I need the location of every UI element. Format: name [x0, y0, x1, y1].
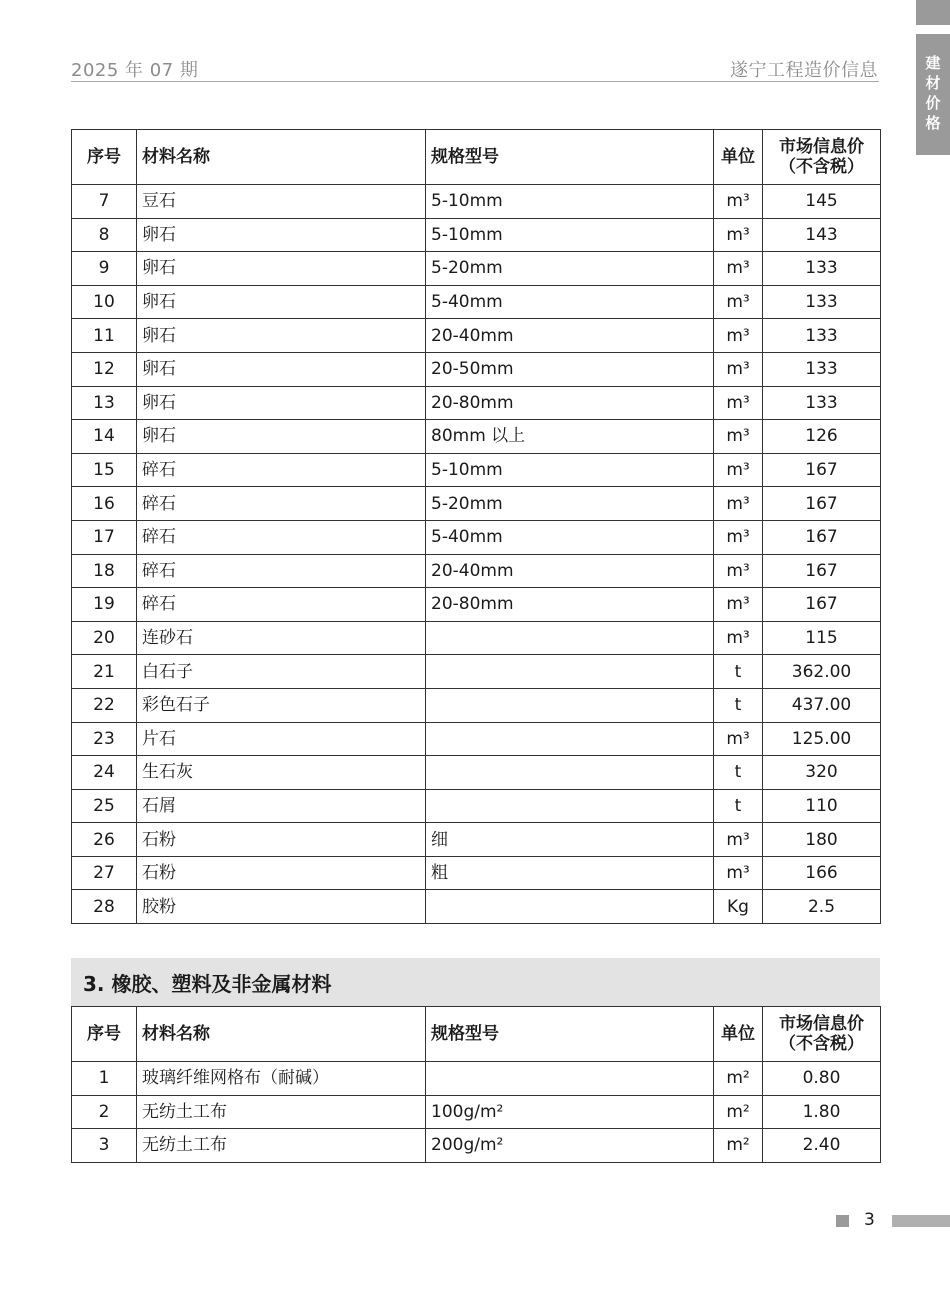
cell-name: 卵石: [137, 252, 426, 286]
cell-spec: [426, 756, 714, 790]
header-no: 序号: [72, 1007, 137, 1062]
cell-spec: [426, 655, 714, 689]
cell-name: 卵石: [137, 218, 426, 252]
cell-price: 166: [763, 856, 881, 890]
table-row: [72, 386, 881, 420]
cell-unit: t: [714, 789, 763, 823]
materials-table-2: [71, 1006, 881, 1163]
cell-no: 1: [72, 1062, 137, 1096]
table-row: [72, 823, 881, 857]
cell-spec: [426, 621, 714, 655]
cell-unit: m³: [714, 554, 763, 588]
cell-name: 石屑: [137, 789, 426, 823]
cell-price: 2.5: [763, 890, 881, 924]
cell-price: 1.80: [763, 1095, 881, 1129]
cell-spec: 5-10mm: [426, 453, 714, 487]
cell-unit: m³: [714, 453, 763, 487]
table-row: [72, 688, 881, 722]
cell-spec: 20-80mm: [426, 588, 714, 622]
cell-no: 12: [72, 352, 137, 386]
table-row: [72, 352, 881, 386]
cell-unit: m²: [714, 1129, 763, 1163]
cell-no: 15: [72, 453, 137, 487]
table-header-row: [72, 1007, 881, 1062]
cell-price: 133: [763, 252, 881, 286]
cell-spec: 20-50mm: [426, 352, 714, 386]
cell-spec: 5-10mm: [426, 185, 714, 219]
cell-name: 碎石: [137, 487, 426, 521]
cell-price: 437.00: [763, 688, 881, 722]
table-row: [72, 621, 881, 655]
cell-spec: [426, 722, 714, 756]
cell-unit: m²: [714, 1062, 763, 1096]
cell-spec: 5-20mm: [426, 252, 714, 286]
table-row: [72, 655, 881, 689]
cell-price: 320: [763, 756, 881, 790]
side-tab-label: 建材价格: [916, 34, 950, 155]
cell-price: 167: [763, 588, 881, 622]
cell-spec: 5-40mm: [426, 520, 714, 554]
table-row: [72, 890, 881, 924]
cell-unit: t: [714, 756, 763, 790]
cell-no: 19: [72, 588, 137, 622]
cell-price: 110: [763, 789, 881, 823]
cell-price: 2.40: [763, 1129, 881, 1163]
table-row: [72, 319, 881, 353]
table-row: [72, 285, 881, 319]
cell-price: 362.00: [763, 655, 881, 689]
cell-price: 0.80: [763, 1062, 881, 1096]
table-row: [72, 453, 881, 487]
cell-no: 13: [72, 386, 137, 420]
cell-name: 卵石: [137, 319, 426, 353]
cell-name: 卵石: [137, 352, 426, 386]
cell-price: 133: [763, 319, 881, 353]
cell-name: 生石灰: [137, 756, 426, 790]
cell-no: 18: [72, 554, 137, 588]
cell-no: 11: [72, 319, 137, 353]
cell-name: 胶粉: [137, 890, 426, 924]
header-spec: 规格型号: [426, 1007, 714, 1062]
section-heading: 3. 橡胶、塑料及非金属材料: [71, 958, 880, 1006]
cell-spec: 5-20mm: [426, 487, 714, 521]
cell-price: 167: [763, 487, 881, 521]
cell-name: 彩色石子: [137, 688, 426, 722]
cell-spec: 20-40mm: [426, 554, 714, 588]
header-unit: 单位: [714, 130, 763, 185]
cell-name: 碎石: [137, 520, 426, 554]
publication-title: 遂宁工程造价信息: [730, 60, 878, 81]
cell-unit: m³: [714, 856, 763, 890]
table-row: [72, 722, 881, 756]
side-tab-top-block: [916, 0, 950, 25]
cell-no: 14: [72, 420, 137, 454]
cell-unit: m³: [714, 218, 763, 252]
cell-name: 片石: [137, 722, 426, 756]
cell-unit: m³: [714, 823, 763, 857]
cell-unit: t: [714, 655, 763, 689]
cell-no: 17: [72, 520, 137, 554]
cell-unit: m³: [714, 352, 763, 386]
cell-no: 3: [72, 1129, 137, 1163]
cell-name: 无纺土工布: [137, 1129, 426, 1163]
cell-name: 碎石: [137, 554, 426, 588]
table-row: [72, 789, 881, 823]
cell-no: 16: [72, 487, 137, 521]
header-divider: [71, 81, 879, 82]
header-name: 材料名称: [137, 1007, 426, 1062]
footer-square: [836, 1215, 849, 1227]
cell-unit: m³: [714, 420, 763, 454]
cell-spec: [426, 890, 714, 924]
cell-price: 126: [763, 420, 881, 454]
cell-name: 无纺土工布: [137, 1095, 426, 1129]
cell-no: 24: [72, 756, 137, 790]
cell-price: 125.00: [763, 722, 881, 756]
cell-no: 28: [72, 890, 137, 924]
cell-spec: 200g/m²: [426, 1129, 714, 1163]
cell-name: 豆石: [137, 185, 426, 219]
cell-name: 卵石: [137, 285, 426, 319]
table-row: [72, 1129, 881, 1163]
cell-unit: m³: [714, 319, 763, 353]
cell-price: 180: [763, 823, 881, 857]
cell-price: 167: [763, 520, 881, 554]
cell-price: 133: [763, 386, 881, 420]
cell-name: 石粉: [137, 856, 426, 890]
cell-no: 20: [72, 621, 137, 655]
header-name: 材料名称: [137, 130, 426, 185]
cell-name: 碎石: [137, 453, 426, 487]
cell-spec: 80mm 以上: [426, 420, 714, 454]
cell-unit: Kg: [714, 890, 763, 924]
header-spec: 规格型号: [426, 130, 714, 185]
cell-unit: m³: [714, 621, 763, 655]
cell-unit: m³: [714, 386, 763, 420]
cell-no: 21: [72, 655, 137, 689]
cell-name: 连砂石: [137, 621, 426, 655]
table-row: [72, 487, 881, 521]
table-row: [72, 185, 881, 219]
table-row: [72, 588, 881, 622]
table-header-row: [72, 130, 881, 185]
header-price: 市场信息价（不含税）: [763, 130, 881, 185]
cell-unit: m²: [714, 1095, 763, 1129]
cell-unit: t: [714, 688, 763, 722]
cell-name: 石粉: [137, 823, 426, 857]
cell-spec: [426, 1062, 714, 1096]
cell-no: 8: [72, 218, 137, 252]
header-unit: 单位: [714, 1007, 763, 1062]
cell-spec: 粗: [426, 856, 714, 890]
cell-name: 白石子: [137, 655, 426, 689]
cell-name: 卵石: [137, 420, 426, 454]
table-row: [72, 520, 881, 554]
cell-no: 7: [72, 185, 137, 219]
page-number: 3: [864, 1210, 875, 1230]
cell-price: 167: [763, 453, 881, 487]
header-no: 序号: [72, 130, 137, 185]
cell-spec: 5-40mm: [426, 285, 714, 319]
footer-bar: [892, 1215, 950, 1227]
table-row: [72, 1095, 881, 1129]
cell-no: 25: [72, 789, 137, 823]
cell-spec: 5-10mm: [426, 218, 714, 252]
issue-label: 2025 年 07 期: [71, 60, 199, 81]
table-row: [72, 756, 881, 790]
cell-spec: 细: [426, 823, 714, 857]
cell-name: 碎石: [137, 588, 426, 622]
cell-spec: [426, 789, 714, 823]
cell-no: 22: [72, 688, 137, 722]
cell-price: 115: [763, 621, 881, 655]
cell-name: 玻璃纤维网格布（耐碱）: [137, 1062, 426, 1096]
header-price: 市场信息价（不含税）: [763, 1007, 881, 1062]
cell-no: 2: [72, 1095, 137, 1129]
cell-unit: m³: [714, 252, 763, 286]
cell-price: 133: [763, 285, 881, 319]
cell-unit: m³: [714, 185, 763, 219]
cell-price: 133: [763, 352, 881, 386]
table-row: [72, 856, 881, 890]
cell-unit: m³: [714, 285, 763, 319]
cell-price: 145: [763, 185, 881, 219]
cell-spec: 20-80mm: [426, 386, 714, 420]
cell-no: 9: [72, 252, 137, 286]
cell-name: 卵石: [137, 386, 426, 420]
cell-unit: m³: [714, 588, 763, 622]
materials-table-1: [71, 129, 881, 924]
table-row: [72, 554, 881, 588]
cell-spec: [426, 688, 714, 722]
cell-unit: m³: [714, 520, 763, 554]
cell-no: 26: [72, 823, 137, 857]
cell-price: 167: [763, 554, 881, 588]
table-row: [72, 1062, 881, 1096]
cell-unit: m³: [714, 722, 763, 756]
cell-no: 27: [72, 856, 137, 890]
table-row: [72, 252, 881, 286]
cell-unit: m³: [714, 487, 763, 521]
table-row: [72, 218, 881, 252]
cell-spec: 20-40mm: [426, 319, 714, 353]
table-row: [72, 420, 881, 454]
cell-price: 143: [763, 218, 881, 252]
cell-no: 10: [72, 285, 137, 319]
cell-spec: 100g/m²: [426, 1095, 714, 1129]
cell-no: 23: [72, 722, 137, 756]
